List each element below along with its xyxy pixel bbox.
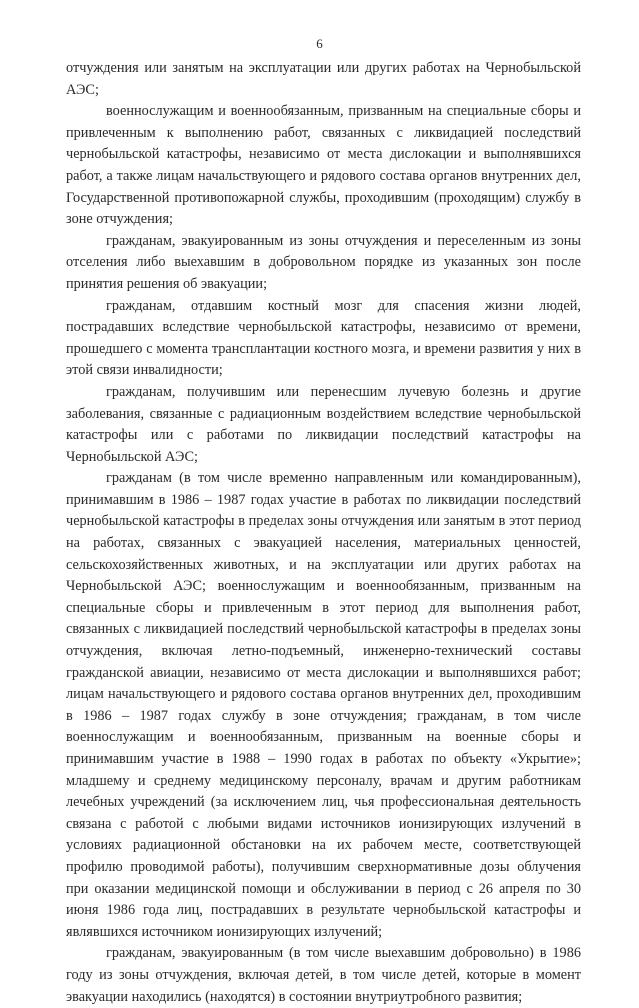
paragraph-evacuated-1986: гражданам, эвакуированным (в том числе выехавшим добровольно) в 1986 году из зоны отчуждения, включая детей, в том числе детей, которые в момент эвакуации находились (находятся) в состоянии внутриутробного развития; — [66, 945, 581, 1005]
paragraph-continuation: отчуждения или занятым на эксплуатации или других работах на Чернобыльской АЭС; — [66, 60, 581, 98]
paragraph-evacuated-resettled: гражданам, эвакуированным из зоны отчуждения и переселенным из зоны отселения либо выехавшим в добровольном порядке из указанных зон после принятия решения об эвакуации; — [66, 232, 581, 292]
paragraph-radiation-sickness: гражданам, получившим или перенесшим лучевую болезнь и другие заболевания, связанные с радиационным воздействием вследствие чернобыльской катастрофы или с работами по ликвидации последствий катастрофы на Чернобыльской АЭС; — [66, 383, 581, 465]
paragraph-liquidators-1986-1987: гражданам (в том числе временно направленным или командированным), принимавшим в 1986 – 1987 годах участие в работах по ликвидации последствий чернобыльской катастрофы в пределах зоны отчуждения или занятым в этот период на работах, связанных с эвакуацией населения, материальных ценностей, сельскохозяйственных животных, и на эксплуатации или других работах на Чернобыльской АЭС; военнослужащим и военнообязанным, призванным на специальные сборы и привлеченным в этот период для выполнения работ, связанных с ликвидацией последствий чернобыльской катастрофы в пределах зоны отчуждения, включая летно-подъемный, инженерно-технический составы гражданской авиации, независимо от места дислокации и выполнявшихся работ; лицам начальствующего и рядового состава органов внутренних дел, проходившим в 1986 – 1987 годах службу в зоне отчуждения; гражданам, в том числе военнослужащим и военнообязанным, призванным на военные сборы и принимавшим участие в 1988 – 1990 годах в работах по объекту «Укрытие»; младшему и среднему медицинскому персоналу, врачам и другим работникам лечебных учреждений (за исключением лиц, чья профессиональная деятельность связана с работой с любыми видами источников ионизирующих излучений в условиях радиационной обстановки на их рабочем месте, соответствующей профилю проводимой работы), получившим сверхнормативные дозы облучения при оказании медицинской помощи и обслуживании в период с 26 апреля по 30 июня 1986 года лиц, пострадавших в результате чернобыльской катастрофы и являвшихся источником ионизирующих излучений; — [66, 470, 581, 940]
paragraph-military-reservists: военнослужащим и военнообязанным, призванным на специальные сборы и привлеченным к выполнению работ, связанных с ликвидацией последствий чернобыльской катастрофы, независимо от места дислокации и выполнявшихся работ, а также лицам начальствующего и рядового состава органов внутренних дел, Государственной противопожарной службы, проходившим (проходящим) службу в зоне отчуждения; — [66, 103, 581, 228]
paragraph-bone-marrow-donors: гражданам, отдавшим костный мозг для спасения жизни людей, пострадавших вследствие чернобыльской катастрофы, независимо от времени, прошедшего с момента трансплантации костного мозга, и времени развития у них в этой связи инвалидности; — [66, 297, 581, 379]
document-body — [66, 58, 581, 1008]
page-number: 6 — [316, 36, 323, 51]
